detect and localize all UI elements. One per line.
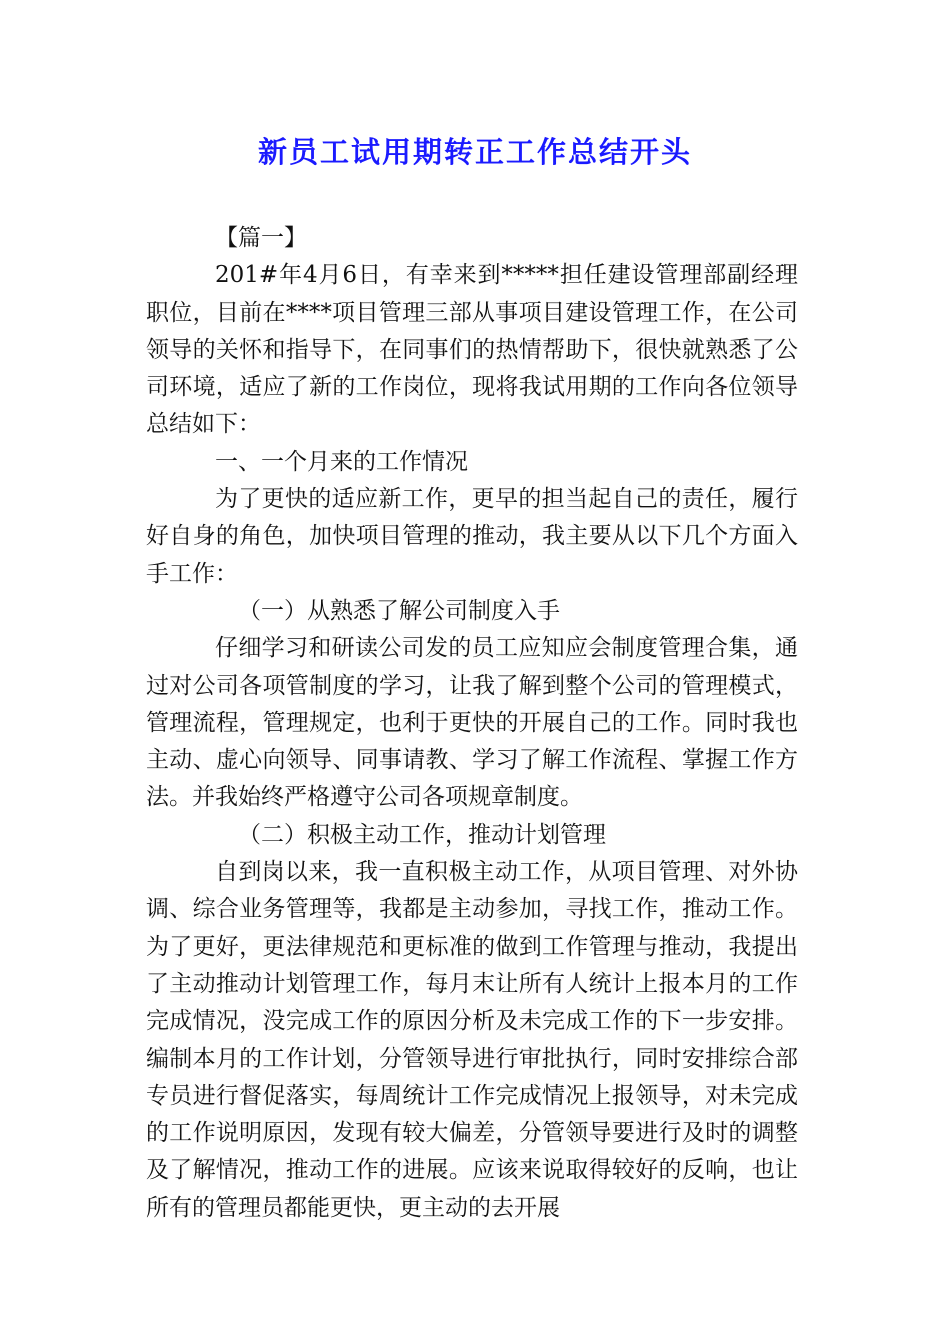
body-paragraph: 自到岗以来，我一直积极主动工作，从项目管理、对外协调、综合业务管理等，我都是主动参加，寻找工作，推动工作。为了更好，更法律规范和更标准的做到工作管理与推动，我提出了主动推动计划管理工作，每月末让所有人统计上报本月的工作完成情况，没完成工作的原因分析及未完成工作的下一步安排。编制本月的工作计划，分管领导进行审批执行，同时安排综合部专员进行督促落实，每周统计工作完成情况上报领导，对未完成的工作说明原因，发现有较大偏差，分管领导要进行及时的调整及了解情况，推动工作的进展。应该来说取得较好的反响，也让所有的管理员都能更快，更主动的去开展	[146, 859, 798, 1221]
document-body	[146, 220, 798, 1227]
section-heading: 一、一个月来的工作情况	[215, 448, 468, 475]
body-paragraph: 仔细学习和研读公司发的员工应知应会制度管理合集，通过对公司各项管制度的学习，让我了解到整个公司的管理模式，管理流程，管理规定，也利于更快的开展自己的工作。同时我也主动、虚心向领导、同事请教、学习了解工作流程、掌握工作方法。并我始终严格遵守公司各项规章制度。	[146, 635, 798, 811]
document-title: 新员工试用期转正工作总结开头	[257, 135, 692, 169]
body-paragraph: 为了更快的适应新工作，更早的担当起自己的责任，履行好自身的角色，加快项目管理的推动，我主要从以下几个方面入手工作：	[146, 486, 798, 587]
subsection-heading: （二）积极主动工作，推动计划管理	[238, 821, 606, 848]
subsection-heading: （一）从熟悉了解公司制度入手	[238, 597, 560, 624]
part-label: 【篇一】	[215, 225, 307, 251]
intro-paragraph: 201#年4月6日，有幸来到*****担任建设管理部副经理职位，目前在****项目管理三部从事项目建设管理工作，在公司领导的关怀和指导下，在同事们的热情帮助下，很快就熟悉了公司环境，适应了新的工作岗位，现将我试用期的工作向各位领导总结如下：	[146, 262, 798, 438]
